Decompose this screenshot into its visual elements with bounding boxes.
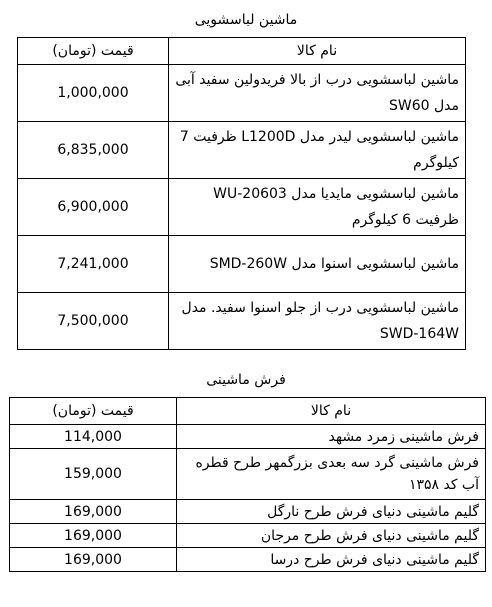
product-name: گلیم ماشینی دنیای فرش طرح مرجان bbox=[177, 524, 486, 548]
carpet-price-table bbox=[9, 397, 486, 572]
product-price: 169,000 bbox=[10, 524, 177, 548]
product-name: ماشین لباسشویی لیدر مدل L1200D ظرفیت 7 کیلوگرم bbox=[169, 122, 466, 179]
table-row bbox=[18, 122, 466, 179]
table-row bbox=[10, 524, 486, 548]
product-price: 7,500,000 bbox=[18, 293, 169, 350]
table-row bbox=[10, 500, 486, 524]
product-price: 169,000 bbox=[10, 500, 177, 524]
column-header-price: قیمت (تومان) bbox=[10, 398, 177, 425]
table-row bbox=[10, 548, 486, 572]
product-name: فرش ماشینی زمرد مشهد bbox=[177, 425, 486, 449]
column-header-name: نام کالا bbox=[169, 38, 466, 65]
table-row bbox=[18, 179, 466, 236]
product-price: 159,000 bbox=[10, 449, 177, 500]
column-header-name: نام کالا bbox=[177, 398, 486, 425]
table-row bbox=[18, 293, 466, 350]
product-name: ماشین لباسشویی درب از جلو اسنوا سفید. مدل SWD-164W bbox=[169, 293, 466, 350]
carpet-section-title: فرش ماشینی bbox=[206, 372, 286, 388]
product-price: 6,900,000 bbox=[18, 179, 169, 236]
product-name: فرش ماشینی گرد سه بعدی بزرگمهر طرح قطره آب کد ۱۳۵۸ bbox=[177, 449, 486, 500]
product-price: 114,000 bbox=[10, 425, 177, 449]
table-header-row bbox=[18, 38, 466, 65]
table-row bbox=[10, 449, 486, 500]
product-name: گلیم ماشینی دنیای فرش طرح درسا bbox=[177, 548, 486, 572]
product-name: ماشین لباسشویی مایدیا مدل WU-20603 ظرفیت 6 کیلوگرم bbox=[169, 179, 466, 236]
table-row bbox=[10, 425, 486, 449]
table-header-row bbox=[10, 398, 486, 425]
product-name: ماشین لباسشویی درب از بالا فریدولین سفید آبی مدل SW60 bbox=[169, 65, 466, 122]
column-header-price: قیمت (تومان) bbox=[18, 38, 169, 65]
product-name: ماشین لباسشویی اسنوا مدل SMD-260W bbox=[169, 236, 466, 293]
table-row bbox=[18, 236, 466, 293]
washing-machine-price-table bbox=[17, 37, 466, 350]
product-price: 6,835,000 bbox=[18, 122, 169, 179]
product-name: گلیم ماشینی دنیای فرش طرح نارگل bbox=[177, 500, 486, 524]
product-price: 169,000 bbox=[10, 548, 177, 572]
product-price: 7,241,000 bbox=[18, 236, 169, 293]
product-price: 1,000,000 bbox=[18, 65, 169, 122]
washing-machine-section-title: ماشین لباسشویی bbox=[194, 12, 298, 28]
table-row bbox=[18, 65, 466, 122]
